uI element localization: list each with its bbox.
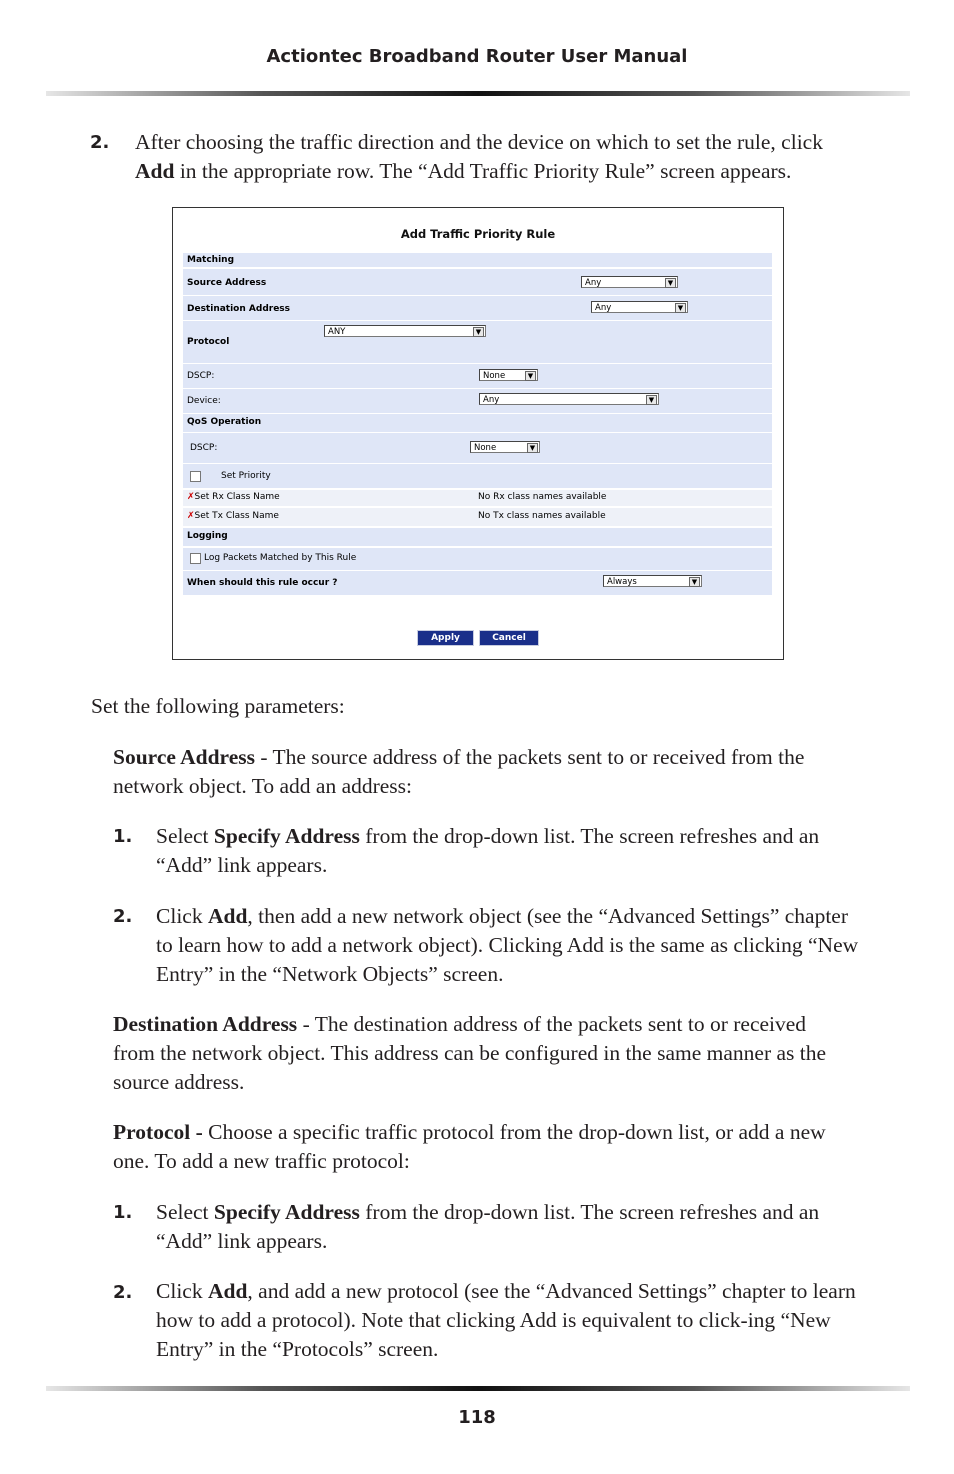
qos-dscp-row: DSCP: None ▼ [183, 433, 772, 463]
qos-heading-row: QoS Operation [183, 414, 772, 432]
manual-title: Actiontec Broadband Router User Manual [266, 46, 688, 67]
source-address-select[interactable]: Any ▼ [581, 276, 678, 288]
device-select[interactable]: Any ▼ [479, 393, 659, 405]
header-rule [46, 91, 910, 96]
cancel-button[interactable]: Cancel [479, 630, 539, 646]
protocol-step-1: Select Specify Address from the drop-down list. The screen refreshes and an “Add” link appears. [156, 1200, 820, 1253]
source-step-1: Select Specify Address from the drop-down list. The screen refreshes and an “Add” link appears. [156, 824, 820, 877]
qos-dscp-select[interactable]: None ▼ [470, 441, 540, 453]
source-address-row: Source Address Any ▼ [183, 269, 772, 295]
protocol-select[interactable]: ANY ▼ [324, 325, 486, 337]
log-packets-row: Log Packets Matched by This Rule [183, 548, 772, 570]
chevron-down-icon: ▼ [665, 278, 676, 288]
schedule-row: When should this rule occur ? Always ▼ [183, 571, 772, 595]
log-packets-checkbox[interactable] [190, 553, 201, 564]
error-icon: ✗ [187, 492, 195, 502]
destination-address-row: Destination Address Any ▼ [183, 296, 772, 320]
chevron-down-icon: ▼ [675, 303, 686, 313]
apply-button[interactable]: Apply [417, 630, 474, 646]
dscp-match-select[interactable]: None ▼ [479, 369, 538, 381]
source-address-description: Source Address - The source address of the packets sent to or received from the network object. To add an address: [113, 745, 805, 798]
add-traffic-priority-rule-screenshot [172, 207, 784, 660]
chevron-down-icon: ▼ [689, 577, 700, 587]
device-row: Device: Any ▼ [183, 389, 772, 413]
step-number: 1. [113, 1202, 133, 1223]
step-number: 2. [113, 1282, 133, 1303]
step-number: 2. [113, 906, 133, 927]
set-priority-checkbox[interactable] [190, 471, 201, 482]
footer-rule [46, 1386, 910, 1391]
destination-address-description: Destination Address - The destination address of the packets sent to or received from the network object. This address can be configured in the same manner as the source address. [113, 1012, 827, 1094]
logging-heading-row: Logging [183, 528, 772, 546]
step-2-text: After choosing the traffic direction and the device on which to set the rule, click Add in the appropriate row. The “Add Traffic Priority Rule” screen appears. [135, 130, 823, 183]
rx-class-row: ✗Set Rx Class Name No Rx class names available [183, 490, 772, 506]
set-parameters-text: Set the following parameters: [91, 694, 345, 718]
chevron-down-icon: ▼ [527, 443, 538, 453]
chevron-down-icon: ▼ [646, 395, 657, 405]
dscp-match-row: DSCP: None ▼ [183, 364, 772, 388]
chevron-down-icon: ▼ [473, 327, 484, 337]
protocol-description: Protocol - Choose a specific traffic protocol from the drop-down list, or add a new one. To add a new traffic protocol: [113, 1120, 826, 1173]
page-number: 118 [458, 1407, 496, 1428]
source-step-2: Click Add, then add a new network object (see the “Advanced Settings” chapter to learn how to add a network object). Clicking Add is the same as clicking “New Entry” in the “Network Objects” screen. [156, 904, 859, 986]
protocol-row: Protocol ANY ▼ [183, 321, 772, 363]
screen-title: Add Traffic Priority Rule [400, 227, 556, 241]
set-priority-row: Set Priority [183, 464, 772, 488]
schedule-select[interactable]: Always ▼ [603, 575, 702, 587]
protocol-step-2: Click Add, and add a new protocol (see the “Advanced Settings” chapter to learn how to add a protocol). Note that clicking Add is equivalent to click-ing “New Entry” in the “Protocols” screen. [156, 1279, 856, 1361]
step-number: 2. [90, 132, 110, 153]
error-icon: ✗ [187, 511, 195, 521]
chevron-down-icon: ▼ [525, 371, 536, 381]
destination-address-select[interactable]: Any ▼ [591, 301, 688, 313]
step-number: 1. [113, 826, 133, 847]
tx-class-row: ✗Set Tx Class Name No Tx class names available [183, 508, 772, 526]
matching-heading-row: Matching [183, 253, 772, 267]
